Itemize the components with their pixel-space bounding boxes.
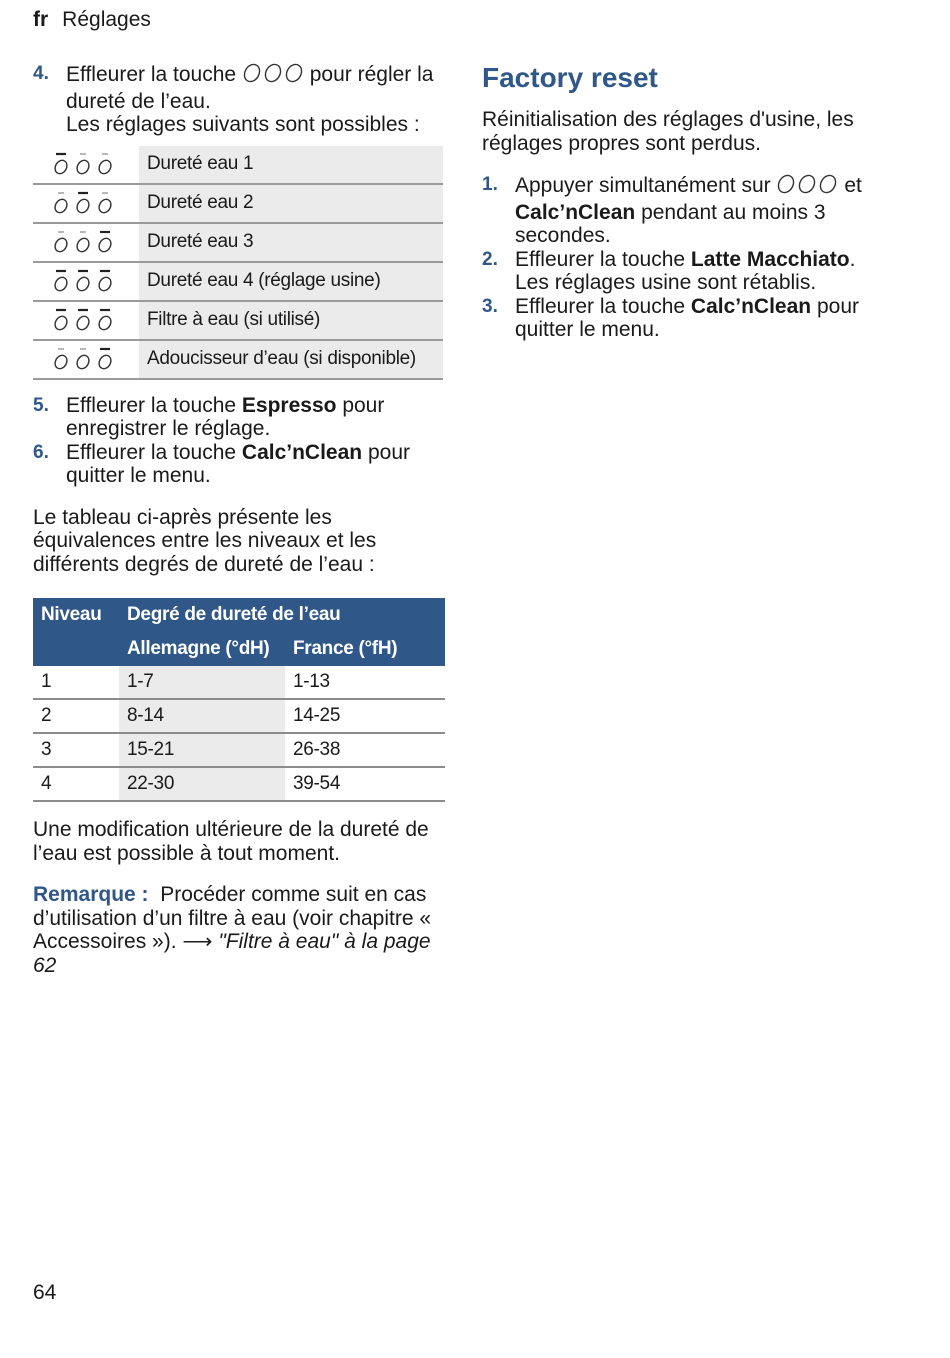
cell-level: 1 bbox=[33, 666, 119, 699]
cell-fr: 1-13 bbox=[285, 666, 445, 699]
reset-step-2: 2. Effleurer la touche Latte Macchiato. Les réglages usine sont rétablis. bbox=[482, 247, 856, 294]
cell-fr: 39-54 bbox=[285, 767, 445, 801]
water-drops-icon bbox=[33, 146, 139, 184]
section-title: Réglages bbox=[62, 8, 151, 31]
col-level-header: Niveau bbox=[33, 598, 119, 632]
level-label: Dureté eau 4 (réglage usine) bbox=[139, 262, 443, 301]
page-reference-link[interactable]: "Filtre à eau" à la page 62 bbox=[33, 930, 431, 977]
intro-paragraph: Le tableau ci-après présente les équivalences entre les niveaux et les différents degrés de dureté de l’eau : bbox=[33, 505, 377, 576]
hardness-equivalence-table bbox=[33, 598, 445, 802]
arrow-icon: ⟶ bbox=[182, 930, 213, 953]
calcnclean-key: Calc’nClean bbox=[515, 200, 636, 224]
note-paragraph: Remarque : Procéder comme suit en cas d’utilisation d’un filtre à eau (voir chapitre « Accessoires »). ⟶ "Filtre à eau" à la page 62 bbox=[33, 883, 432, 977]
cell-de: 1-7 bbox=[119, 666, 285, 699]
water-drops-icon bbox=[33, 301, 139, 340]
water-drops-icon bbox=[33, 262, 139, 301]
level-label: Dureté eau 2 bbox=[139, 184, 443, 223]
factory-reset-intro: Réinitialisation des réglages d'usine, les réglages propres sont perdus. bbox=[482, 108, 854, 155]
latte-macchiato-key: Latte Macchiato bbox=[690, 247, 850, 271]
level-row bbox=[33, 262, 443, 301]
level-row bbox=[33, 223, 443, 262]
calcnclean-key: Calc’nClean bbox=[241, 440, 363, 464]
level-label: Filtre à eau (si utilisé) bbox=[139, 301, 443, 340]
water-drops-icon bbox=[33, 340, 139, 379]
level-row bbox=[33, 340, 443, 379]
level-row bbox=[33, 301, 443, 340]
hardness-levels-table bbox=[33, 146, 443, 380]
step-4: 4. Effleurer la touche pour régler la dureté de l’eau. Les réglages suivants sont possibles : bbox=[33, 63, 434, 136]
col-france-header: France (°fH) bbox=[285, 632, 445, 666]
cell-de: 22-30 bbox=[119, 767, 285, 801]
table-row bbox=[33, 699, 445, 733]
cell-level: 2 bbox=[33, 699, 119, 733]
espresso-key: Espresso bbox=[241, 393, 337, 417]
cell-de: 15-21 bbox=[119, 733, 285, 767]
level-row bbox=[33, 184, 443, 223]
cell-fr: 14-25 bbox=[285, 699, 445, 733]
reset-step-1: 1. Appuyer simultanément sur et Calc’nClean pendant au moins 3 secondes. bbox=[482, 174, 862, 247]
page-number: 64 bbox=[33, 1281, 57, 1304]
cell-level: 3 bbox=[33, 733, 119, 767]
page-header bbox=[33, 8, 151, 32]
level-row bbox=[33, 146, 443, 184]
cell-de: 8-14 bbox=[119, 699, 285, 733]
table-row bbox=[33, 767, 445, 801]
level-label: Dureté eau 3 bbox=[139, 223, 443, 262]
level-label: Dureté eau 1 bbox=[139, 146, 443, 184]
step-5: 5. Effleurer la touche Espresso pour enregistrer le réglage. bbox=[33, 393, 385, 440]
cell-level: 4 bbox=[33, 767, 119, 801]
cell-fr: 26-38 bbox=[285, 733, 445, 767]
table-row bbox=[33, 666, 445, 699]
note-label: Remarque : bbox=[33, 883, 149, 906]
right-column bbox=[482, 62, 902, 342]
factory-reset-title: Factory reset bbox=[482, 62, 658, 93]
level-label: Adoucisseur d’eau (si disponible) bbox=[139, 340, 443, 379]
water-drops-icon bbox=[776, 173, 838, 201]
col-germany-header: Allemagne (°dH) bbox=[119, 632, 285, 666]
table-row bbox=[33, 733, 445, 767]
water-drops-icon bbox=[33, 223, 139, 262]
reset-step-3: 3. Effleurer la touche Calc’nClean pour quitter le menu. bbox=[482, 294, 859, 341]
water-drops-icon bbox=[242, 62, 304, 90]
left-column bbox=[33, 62, 445, 977]
calcnclean-key: Calc’nClean bbox=[690, 294, 812, 318]
language-code: fr bbox=[33, 8, 49, 31]
later-change-paragraph: Une modification ultérieure de la dureté de l’eau est possible à tout moment. bbox=[33, 818, 429, 865]
step-6: 6. Effleurer la touche Calc’nClean pour quitter le menu. bbox=[33, 440, 410, 487]
col-degree-header: Degré de dureté de l’eau bbox=[119, 598, 445, 632]
water-drops-icon bbox=[33, 184, 139, 223]
